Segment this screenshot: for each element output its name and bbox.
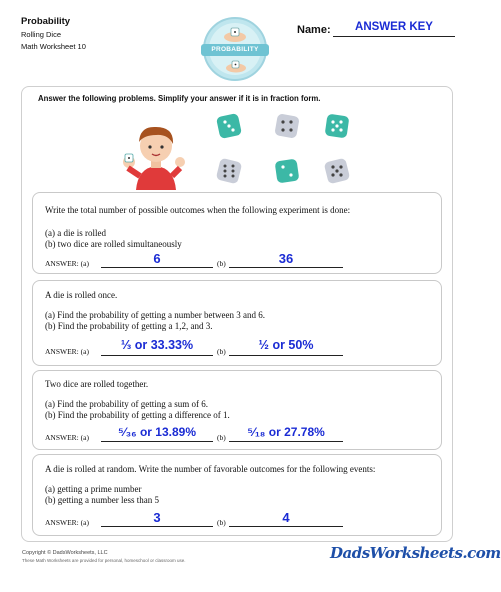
question-part-b: (b) Find the probability of getting a 1,2, and 3. [45, 321, 213, 331]
die-gray-icon [324, 158, 350, 184]
question-part-b: (b) Find the probability of getting a difference of 1. [45, 410, 230, 420]
question-part-a: (a) getting a prime number [45, 484, 142, 494]
question-part-b: (b) two dice are rolled simultaneously [45, 239, 182, 249]
worksheet-subtitle: Rolling Dice [21, 30, 62, 39]
die-gray-icon [274, 113, 300, 139]
answer-blank-a [101, 355, 213, 356]
probability-badge [203, 17, 267, 81]
answer-value-a: ⅓ or 33.33% [120, 338, 194, 352]
question-card-1 [32, 192, 442, 274]
usage-note: These Math Worksheets are provided for personal, homeschool or classroom use. [22, 558, 186, 563]
question-prompt: Two dice are rolled together. [45, 379, 149, 389]
answer-blank-b [229, 441, 343, 442]
boy-illustration-icon [120, 118, 192, 190]
copyright-text: Copyright © DadsWorksheets, LLC [22, 550, 108, 556]
answer-label-b: (b) [217, 433, 226, 442]
worksheet-title: Probability [21, 16, 71, 27]
answer-value-a: ⁵⁄₃₆ or 13.89% [117, 425, 196, 439]
answer-blank-b [229, 267, 343, 268]
question-part-a: (a) a die is rolled [45, 228, 106, 238]
answer-blank-a [101, 441, 213, 442]
answer-label-b: (b) [217, 347, 226, 356]
answer-label-b: (b) [217, 518, 226, 527]
answer-blank-b [229, 526, 343, 527]
badge-label: PROBABILITY [201, 44, 269, 56]
answer-value-a: 6 [153, 251, 161, 266]
die-teal-icon [324, 113, 350, 139]
answer-label-a: ANSWER: (a) [45, 259, 89, 268]
answer-label-b: (b) [217, 259, 226, 268]
answer-value-b: 4 [282, 510, 290, 525]
question-card-4 [32, 454, 442, 536]
answer-value-b: ⁵⁄₁₈ or 27.78% [247, 425, 325, 439]
question-prompt: A die is rolled once. [45, 290, 118, 300]
die-teal-icon [216, 113, 242, 139]
answer-value-a: 3 [153, 510, 161, 525]
name-label: Name: [297, 24, 331, 36]
question-prompt: A die is rolled at random. Write the number of favorable outcomes for the following events: [45, 464, 376, 474]
hand-dice-icon [221, 25, 249, 43]
die-teal-icon [274, 158, 300, 184]
answer-label-a: ANSWER: (a) [45, 433, 89, 442]
answer-label-a: ANSWER: (a) [45, 347, 89, 356]
question-card-3 [32, 370, 442, 450]
answer-value-b: 36 [278, 251, 294, 266]
worksheet-number: Math Worksheet 10 [21, 42, 86, 51]
question-part-a: (a) Find the probability of getting a sum of 6. [45, 399, 208, 409]
dice-pair-icon [223, 59, 249, 73]
question-card-2 [32, 280, 442, 366]
die-gray-icon [216, 158, 242, 184]
instructions: Answer the following problems. Simplify your answer if it is in fraction form. [38, 94, 321, 103]
answer-blank-b [229, 355, 343, 356]
answer-value-b: ½ or 50% [258, 338, 314, 352]
answer-label-a: ANSWER: (a) [45, 518, 89, 527]
question-part-a: (a) Find the probability of getting a number between 3 and 6. [45, 310, 265, 320]
question-part-b: (b) getting a number less than 5 [45, 495, 159, 505]
answer-blank-a [101, 267, 213, 268]
name-line [333, 36, 455, 37]
name-value: ANSWER KEY [355, 21, 433, 33]
answer-blank-a [101, 526, 213, 527]
site-logo: DadsWorksheets.com [330, 544, 501, 562]
question-prompt: Write the total number of possible outcomes when the following experiment is done: [45, 205, 351, 215]
